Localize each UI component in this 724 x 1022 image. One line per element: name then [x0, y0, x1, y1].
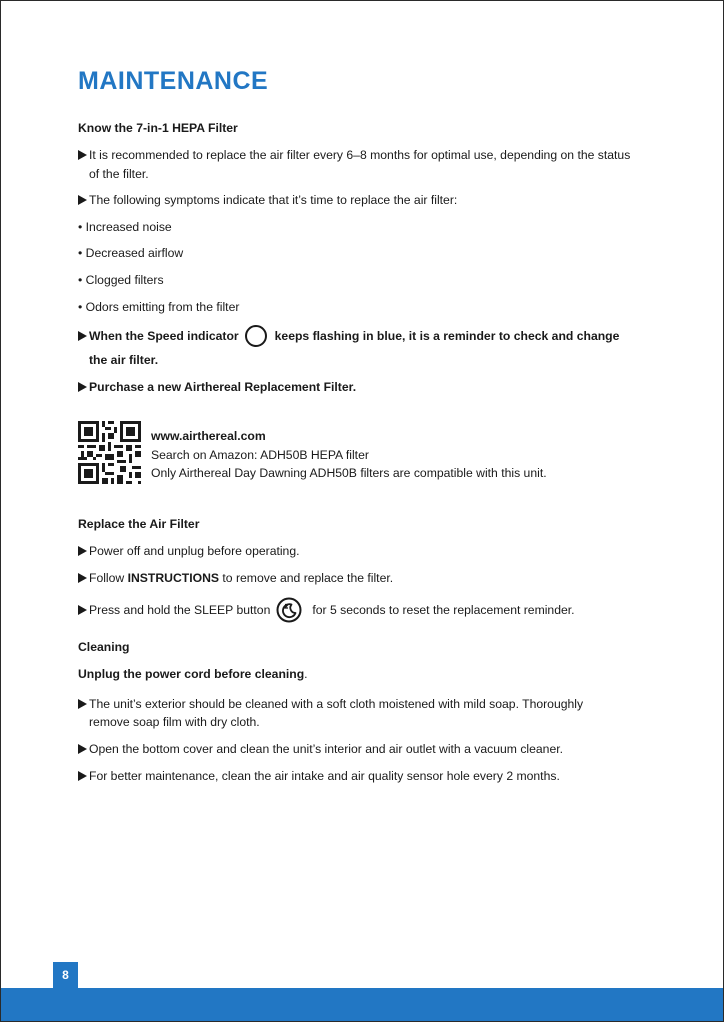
compatibility-note: Only Airthereal Day Dawning ADH50B filters are compatible with this unit.	[151, 466, 547, 480]
replace-step-power-text: Power off and unplug before operating.	[89, 544, 300, 558]
cleaning-interior-text: Open the bottom cover and clean the unit’s interior and air outlet with a vacuum cleaner.	[89, 742, 564, 756]
cleaning-subheading	[78, 666, 308, 683]
speed-reminder	[78, 325, 619, 347]
purchase-note-text: Purchase a new Airthereal Replacement Filter.	[89, 380, 357, 394]
arrow-bullet-icon	[78, 699, 87, 709]
arrow-bullet-icon	[78, 195, 87, 205]
amazon-search-text: Search on Amazon: ADH50B HEPA filter	[151, 448, 369, 462]
cleaning-subheading-period: .	[304, 667, 308, 681]
arrow-bullet-icon	[78, 382, 87, 392]
instructions-emphasis: INSTRUCTIONS	[127, 571, 220, 585]
filter-heading: Know the 7-in-1 HEPA Filter	[78, 121, 238, 135]
speed-indicator-icon	[245, 325, 267, 347]
symptom-item: • Clogged filters	[78, 273, 164, 287]
symptom-item: • Decreased airflow	[78, 246, 184, 260]
cleaning-sensor-text: For better maintenance, clean the air intake and air quality sensor hole every 2 months.	[89, 769, 560, 783]
speed-reminder-text: When the Speed indicator	[89, 329, 239, 343]
speed-reminder-text-cont: keeps flashing in blue, it is a reminder to check and change	[274, 329, 620, 343]
cleaning-exterior	[78, 696, 583, 713]
filter-recommendation-cont: of the filter.	[89, 167, 149, 181]
arrow-bullet-icon	[78, 573, 87, 583]
arrow-bullet-icon	[78, 771, 87, 781]
cleaning-sensor	[78, 768, 560, 785]
replace-step-reset	[78, 597, 575, 623]
page-title: MAINTENANCE	[78, 67, 269, 95]
cleaning-subheading-text: Unplug the power cord before cleaning	[78, 667, 305, 681]
replace-step-reset-pre: Press and hold the SLEEP button	[89, 603, 271, 617]
replace-heading: Replace the Air Filter	[78, 517, 200, 531]
replace-step-instructions-pre: Follow	[89, 571, 128, 585]
speed-reminder-cont: the air filter.	[89, 353, 159, 367]
replace-step-reset-post: for 5 seconds to reset the replacement reminder.	[312, 603, 575, 617]
footer-bar	[1, 988, 724, 1022]
arrow-bullet-icon	[78, 546, 87, 556]
symptom-item: • Increased noise	[78, 220, 172, 234]
purchase-note	[78, 379, 356, 396]
website-link[interactable]: www.airthereal.com	[151, 429, 266, 443]
filter-recommendation-text: It is recommended to replace the air filter every 6–8 months for optimal use, depending on the status	[89, 148, 631, 162]
arrow-bullet-icon	[78, 150, 87, 160]
replace-step-instructions-post: to remove and replace the filter.	[219, 571, 394, 585]
qr-code-icon[interactable]	[78, 421, 141, 484]
cleaning-exterior-text: The unit’s exterior should be cleaned with a soft cloth moistened with mild soap. Thoroughly	[89, 697, 584, 711]
arrow-bullet-icon	[78, 331, 87, 341]
cleaning-interior	[78, 741, 563, 758]
symptoms-intro-text: The following symptoms indicate that it’s time to replace the air filter:	[89, 193, 458, 207]
symptom-item: • Odors emitting from the filter	[78, 300, 240, 314]
filter-recommendation	[78, 147, 630, 164]
replace-step-power	[78, 543, 300, 560]
sleep-button-icon	[276, 597, 302, 623]
page-number: 8	[53, 962, 78, 988]
replace-step-instructions	[78, 570, 393, 587]
symptoms-intro	[78, 192, 457, 209]
arrow-bullet-icon	[78, 744, 87, 754]
cleaning-heading: Cleaning	[78, 640, 130, 654]
cleaning-exterior-cont: remove soap film with dry cloth.	[89, 715, 260, 729]
arrow-bullet-icon	[78, 605, 87, 615]
